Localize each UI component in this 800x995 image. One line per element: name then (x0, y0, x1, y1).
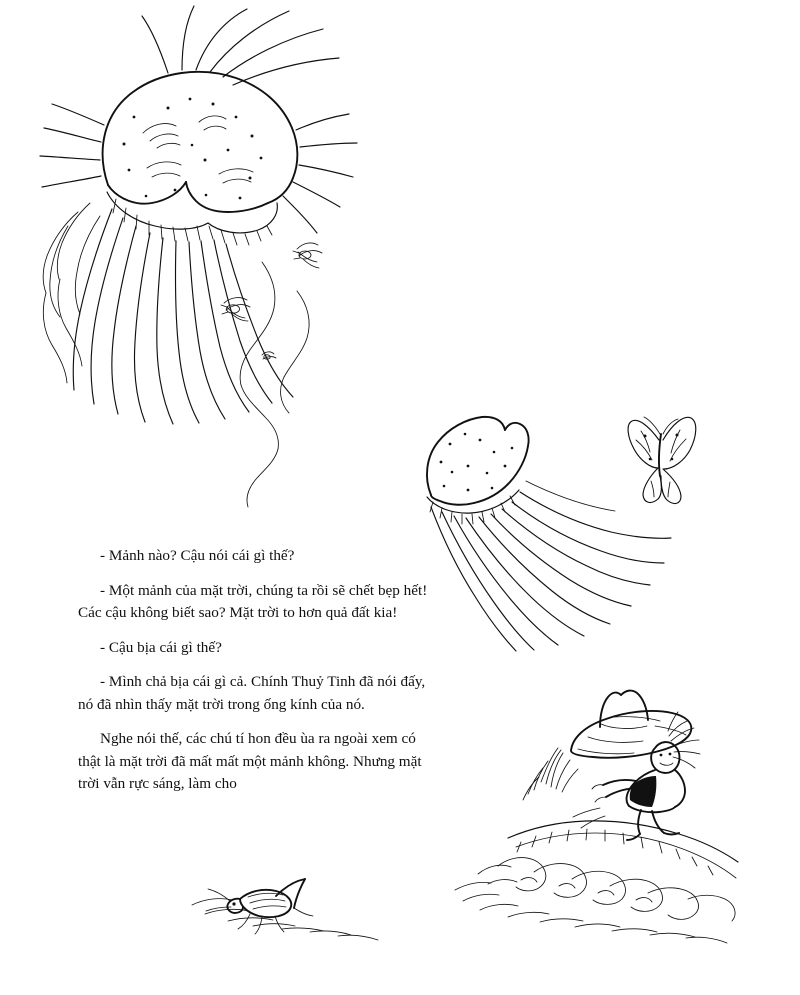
body-text (78, 545, 428, 798)
large-mushroom (40, 6, 357, 507)
flying-insect-upper (293, 243, 322, 268)
butterfly (628, 417, 696, 503)
paragraph-5: Nghe nói thế, các chú tí hon đều ùa ra ngoài xem có thật là mặt trời đã mất mất một mảnh không. Nhưng mặt trời vẫn rực sáng, làm cho (78, 730, 422, 792)
paragraph-2: - Một mảnh của mặt trời, chúng ta rồi sẽ chết bẹp hết! Các cậu không biết sao? Mặt trời to hơn quả đất kia! (78, 581, 428, 621)
paragraph-3: - Cậu bịa cái gì thế? (100, 638, 222, 656)
small-mushroom (427, 417, 671, 651)
paragraph-1: - Mảnh nào? Cậu nói cái gì thế? (100, 547, 295, 564)
grasshopper (206, 879, 313, 934)
tiny-speck-insect (262, 352, 276, 359)
running-character (571, 691, 700, 840)
flying-insect-lower (221, 298, 250, 321)
paragraph-4: - Mình chả bịa cái gì cả. Chính Thuỷ Tinh đã nói đấy, nó đã nhìn thấy mặt trời trong ống kính của nó. (78, 673, 426, 713)
